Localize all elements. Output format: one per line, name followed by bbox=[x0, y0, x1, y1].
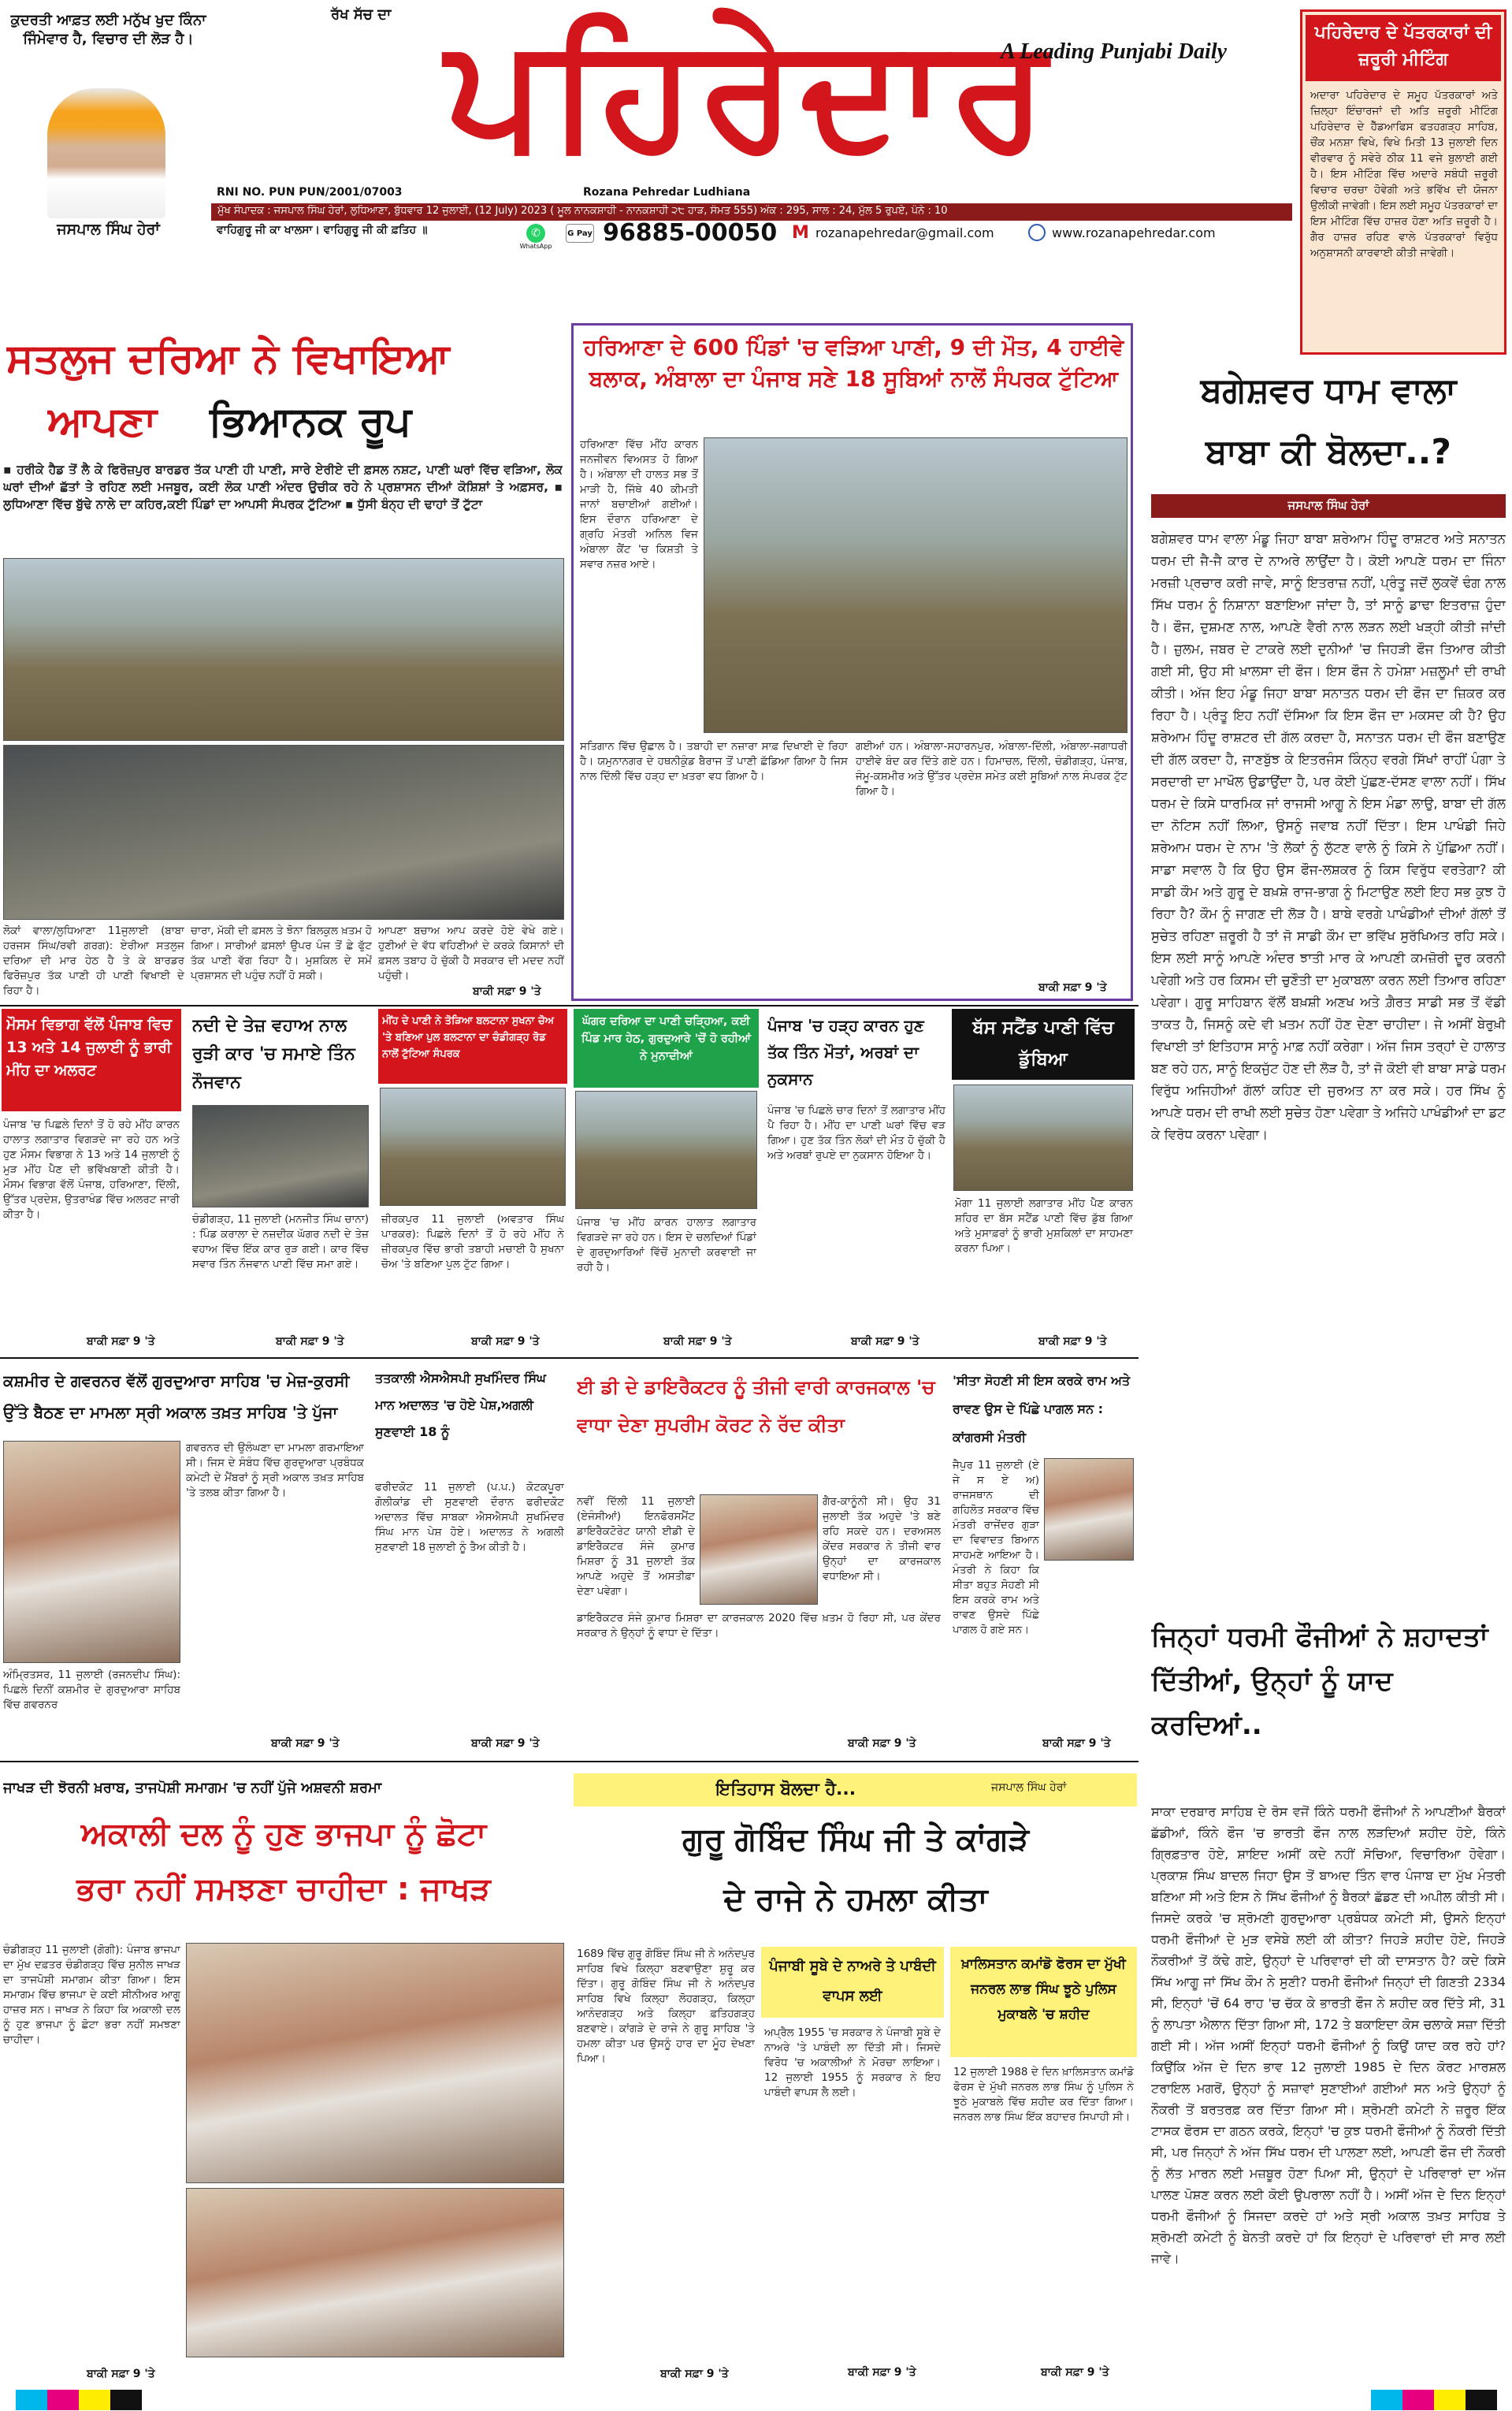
quote-box bbox=[8, 11, 209, 240]
khalistan-more: ਬਾਕੀ ਸਫ਼ਾ 9 'ਤੇ bbox=[1041, 2366, 1109, 2379]
ghaggar-photo bbox=[575, 1091, 757, 1209]
ssp-body: ਫਰੀਦਕੋਟ 11 ਜੁਲਾਈ (ਪ.ਪ.) ਕੋਟਕਪੂਰਾ ਗੋਲੀਕਾਂਡ ਦੀ ਸੁਣਵਾਈ ਦੌਰਾਨ ਫਰੀਦਕੋਟ ਅਦਾਲਤ ਵਿੱਚ ਸਾਬਕਾ ਐਸਐਸਪੀ ਸੁਖਮਿੰਦਰ ਸਿੰਘ ਮਾਨ ਪੇਸ਼ ਹੋਏ। ਅਦਾਲਤ ਨੇ ਅਗਲੀ ਸੁਣਵਾਈ 18 ਜੁਲਾਈ ਨੂੰ ਤੈਅ ਕੀਤੀ ਹੈ। bbox=[375, 1481, 564, 1553]
meenh-headline-box bbox=[378, 1009, 567, 1084]
mausam-headline-box bbox=[2, 1009, 181, 1111]
cmyk-cyan-2 bbox=[1371, 2390, 1402, 2410]
mausam-more: ਬਾਕੀ ਸਫ਼ਾ 9 'ਤੇ bbox=[87, 1335, 155, 1348]
khalistan-headline-box bbox=[950, 1947, 1137, 2057]
akali-headline-2: ਭਰਾ ਨਹੀਂ ਸਮਝਣਾ ਚਾਹੀਦਾ : ਜਾਖੜ bbox=[76, 1871, 491, 1907]
story-ed bbox=[574, 1362, 944, 1756]
kashmir-caption: ਅੰਮ੍ਰਿਤਸਰ, 11 ਜੁਲਾਈ (ਰਜਨਦੀਪ ਸਿੰਘ): ਪਿਛਲੇ ਦਿਨੀਂ ਕਸ਼ਮੀਰ ਦੇ ਗੁਰਦੁਆਰਾ ਸਾਹਿਬ ਵਿੱਚ ਗਵਰਨਰ bbox=[3, 1669, 180, 1711]
nadi-headline: ਨਦੀ ਦੇ ਤੇਜ਼ ਵਹਾਅ ਨਾਲ ਰੁੜੀ ਕਾਰ 'ਚ ਸਮਾਏ ਤਿੰਨ ਨੌਜਵਾਨ bbox=[192, 1016, 355, 1092]
story-shahadat bbox=[1146, 1612, 1507, 2384]
bageshwar-byline: ਜਸਪਾਲ ਸਿੰਘ ਹੇਰਾਂ bbox=[1287, 498, 1369, 512]
rule-row3 bbox=[0, 1357, 1139, 1359]
story-nadi bbox=[189, 1009, 372, 1352]
haryana-headline: ਹਰਿਆਣਾ ਦੇ 600 ਪਿੰਡਾਂ 'ਚ ਵੜਿਆ ਪਾਣੀ, 9 ਦੀ ਮੌਤ, 4 ਹਾਈਵੇ ਬਲਾਕ, ਅੰਬਾਲਾ ਦਾ ਪੰਜਾਬ ਸਣੇ 18 ਸੂਬਿਆਂ ਨਾਲੋਂ ਸੰਪਰਕ ਟੁੱਟਿਆ bbox=[583, 334, 1124, 392]
rule-row4 bbox=[0, 1761, 1139, 1762]
paper-subtitle: A Leading Punjabi Daily bbox=[1001, 39, 1228, 64]
seeta-headline: 'ਸੀਤਾ ਸੋਹਣੀ ਸੀ ਇਸ ਕਰਕੇ ਰਾਮ ਅਤੇ ਰਾਵਣ ਉਸ ਦੇ ਪਿੱਛੇ ਪਾਗਲ ਸਨ : ਕਾਂਗਰਸੀ ਮੰਤਰੀ bbox=[953, 1373, 1131, 1445]
meeting-box bbox=[1300, 9, 1506, 355]
gpay-icon: G Pay bbox=[566, 224, 594, 243]
ed-col3: ਡਾਇਰੈਕਟਰ ਸੰਜੇ ਕੁਮਾਰ ਮਿਸ਼ਰਾ ਦਾ ਕਾਰਜਕਾਲ 2020 ਵਿੱਚ ਖ਼ਤਮ ਹੋ ਰਿਹਾ ਸੀ, ਪਰ ਕੇਂਦਰ ਸਰਕਾਰ ਨੇ ਉਨ੍ਹਾਂ ਨੂੰ ਵਾਧਾ ਦੇ ਦਿੱਤਾ। bbox=[577, 1612, 941, 1639]
bageshwar-headline-2: ਬਾਬਾ ਕੀ ਬੋਲਦਾ..? bbox=[1206, 432, 1451, 472]
ghaggar-body: ਪੰਜਾਬ 'ਚ ਮੀਂਹ ਕਾਰਨ ਹਾਲਾਤ ਲਗਾਤਾਰ ਵਿਗੜਦੇ ਜਾ ਰਹੇ ਹਨ। ਇਸ ਦੇ ਚਲਦਿਆਂ ਪਿੰਡਾਂ ਦੇ ਗੁਰਦੁਆਰਿਆਂ ਵਿੱਚੋਂ ਮੁਨਾਦੀ ਕਰਵਾਈ ਜਾ ਰਹੀ ਹੈ। bbox=[577, 1216, 756, 1274]
whatsapp-icon: ✆ bbox=[526, 224, 545, 243]
punjab-harh-headline: ਪੰਜਾਬ 'ਚ ਹੜ੍ਹ ਕਾਰਨ ਹੁਣ ਤੱਕ ਤਿੰਨ ਮੌਤਾਂ, ਅਰਬਾਂ ਦਾ ਨੁਕਸਾਨ bbox=[767, 1016, 924, 1088]
nadi-more: ਬਾਕੀ ਸਫ਼ਾ 9 'ਤੇ bbox=[276, 1335, 344, 1348]
editor-name: ਜਸਪਾਲ ਸਿੰਘ ਹੇਰਾਂ bbox=[57, 221, 160, 238]
ghaggar-headline-box bbox=[574, 1009, 759, 1088]
cmyk-magenta bbox=[47, 2390, 79, 2410]
punjabi-suba-headline-box bbox=[761, 1947, 944, 2018]
khalistan-headline: ਖ਼ਾਲਿਸਤਾਨ ਕਮਾਂਡੋ ਫੋਰਸ ਦਾ ਮੁੱਖੀ ਜਨਰਲ ਲਾਭ ਸਿੰਘ ਝੂਠੇ ਪੁਲਿਸ ਮੁਕਾਬਲੇ 'ਚ ਸ਼ਹੀਦ bbox=[961, 1956, 1126, 2022]
itihas-headline-1: ਗੁਰੂ ਗੋਬਿੰਦ ਸਿੰਘ ਜੀ ਤੇ ਕਾਂਗੜੇ bbox=[682, 1821, 1030, 1858]
dateline: ਮੁੱਖ ਸੰਪਾਦਕ : ਜਸਪਾਲ ਸਿੰਘ ਹੇਰਾਂ, ਲੁਧਿਆਣਾ, ਬੁੱਧਵਾਰ 12 ਜੁਲਾਈ, (12 July) 2023 ( ਮੂਲ ਨਾਨਕਸ਼ਾਹੀ - ਨਾਨਕਸ਼ਾਹੀ ੨੮ ਹਾੜ, ਸੰਮਤ 555) ਅੰਕ : 295, ਸਾਲ : 24, ਮੁੱਲ 5 ਰੁਪਏ, ਪੰਨੇ : 10 bbox=[217, 205, 948, 217]
haryana-photo bbox=[704, 437, 1127, 733]
story-bus-stand bbox=[952, 1009, 1135, 1352]
haryana-col-b: ਗਈਆਂ ਹਨ। ਅੰਬਾਲਾ-ਸਹਾਰਨਪੁਰ, ਅੰਬਾਲਾ-ਦਿੱਲੀ, ਅੰਬਾਲਾ-ਜਗਾਧਰੀ ਹਾਈਵੇ ਬੰਦ ਕਰ ਦਿੱਤੇ ਗਏ ਹਨ। ਹਿਮਾਚਲ, ਦਿੱਲੀ, ਚੰਡੀਗੜ੍ਹ, ਪੰਜਾਬ, ਜੰਮੂ-ਕਸ਼ਮੀਰ ਅਤੇ ਉੱਤਰ ਪ੍ਰਦੇਸ਼ ਸਮੇਤ ਕਈ ਸੂਬਿਆਂ ਨਾਲ ਸੰਪਰਕ ਟੁੱਟ ਗਿਆ ਹੈ। bbox=[856, 740, 1127, 798]
story-ghaggar bbox=[574, 1009, 759, 1352]
khalistan-body: 12 ਜੁਲਾਈ 1988 ਦੇ ਦਿਨ ਖ਼ਾਲਿਸਤਾਨ ਕਮਾਂਡੋ ਫੋਰਸ ਦੇ ਮੁੱਖੀ ਜਨਰਲ ਲਾਭ ਸਿੰਘ ਨੂੰ ਪੁਲਿਸ ਨੇ ਝੂਠੇ ਮੁਕਾਬਲੇ ਵਿੱਚ ਸ਼ਹੀਦ ਕਰ ਦਿੱਤਾ ਗਿਆ। ਜਨਰਲ ਲਾਭ ਸਿੰਘ ਇੱਕ ਬਹਾਦਰ ਸਿਪਾਹੀ ਸੀ। bbox=[953, 2066, 1134, 2123]
masthead-quote: ਕੁਦਰਤੀ ਆਫ਼ਤ ਲਈ ਮਨੁੱਖ ਖੁਦ ਕਿੰਨਾ ਜਿੰਮੇਵਾਰ ਹੈ, ਵਿਚਾਰ ਦੀ ਲੋੜ ਹੈ। bbox=[10, 12, 206, 47]
bageshwar-body: ਬਗੇਸ਼ਵਰ ਧਾਮ ਵਾਲਾ ਮੰਡੂ ਜਿਹਾ ਬਾਬਾ ਸ਼ਰੇਆਮ ਹਿੰਦੂ ਰਾਸ਼ਟਰ ਅਤੇ ਸਨਾਤਨ ਧਰਮ ਦੀ ਜੈ-ਜੈ ਕਾਰ ਦੇ ਨਾਅਰੇ ਲਾਉਂਦਾ ਹੈ। ਕੋਈ ਆਪਣੇ ਧਰਮ ਦਾ ਜਿੰਨਾ ਮਰਜ਼ੀ ਪ੍ਰਚਾਰ ਕਰੀ ਜਾਵੇ, ਸਾਨੂੰ ਇਤਰਾਜ਼ ਨਹੀਂ, ਪ੍ਰੰਤੂ ਜਦੋਂ ਲੁਕਵੇਂ ਢੰਗ ਨਾਲ ਸਿੱਖ ਧਰਮ ਨੂੰ ਨਿਸ਼ਾਨਾ ਬਣਾਇਆ ਜਾਂਦਾ ਹੈ, ਤਾਂ ਸਾਨੂੰ ਡਾਢਾ ਇਤਰਾਜ਼ ਹੁੰਦਾ ਹੈ। ਫੌਜ, ਦੁਸ਼ਮਣ ਨਾਲ, ਆਪਣੇ ਵੈਰੀ ਨਾਲ ਲੜਨ ਲਈ ਖੜ੍ਹੀ ਕੀਤੀ ਜਾਂਦੀ ਹੈ। ਜ਼ੁਲਮ, ਜਬਰ ਦੇ ਟਾਕਰੇ ਲਈ ਦੁਨੀਆਂ 'ਚ ਜਿਹੜੀ ਫੌਜ ਤਿਆਰ ਕੀਤੀ ਗਈ ਸੀ, ਉਹ ਸੀ ਖ਼ਾਲਸਾ ਦੀ ਫੌਜ। ਇਸ ਫੌਜ ਨੇ ਹਮੇਸ਼ਾ ਮਜ਼ਲੂਮਾਂ ਦੀ ਰਾਖੀ ਕੀਤੀ। ਅੱਜ ਇਹ ਮੰਡੂ ਜਿਹਾ ਬਾਬਾ ਸਨਾਤਨ ਧਰਮ ਦੀ ਫੌਜ ਦਾ ਜ਼ਿਕਰ ਕਰ ਰਿਹਾ ਹੈ। ਪ੍ਰੰਤੂ ਇਹ ਨਹੀਂ ਦੱਸਿਆ ਕਿ ਇਸ ਫੌਜ ਦਾ ਮਕਸਦ ਕੀ ਹੈ? ਉਹ ਸ਼ਰੇਆਮ ਹਿੰਦੂ ਰਾਸ਼ਟਰ ਦੀ ਗੱਲ ਕਰਦਾ ਹੈ, ਸਨਾਤਨ ਧਰਮ ਦੀ ਫੌਜ ਬਣਾਉਣ ਦੀ ਗੱਲ ਕਰਦਾ ਹੈ, ਜਾਣਬੁੱਝ ਕੇ ਇਤਰਜੰਸ ਕਿੰਨ੍ਹ ਵਰਗੇ ਸਿੱਖਾਂ ਰਾਹੀਂ ਪੰਗਾ ਤੇ ਸਰਦਾਰੀ ਦਾ ਮਾਖੌਲ ਉਡਾਉਂਦਾ ਹੈ, ਪਰ ਕੋਈ ਪੁੱਛਣ-ਦੱਸਣ ਵਾਲਾ ਨਹੀਂ। ਸਿੱਖ ਧਰਮ ਦੇ ਕਿਸੇ ਧਾਰਮਿਕ ਜਾਂ ਰਾਜਸੀ ਆਗੂ ਨੇ ਇਸ ਮੰਡਾ ਲਾਉ, ਬਾਬਾ ਦੀ ਗੱਲ ਦਾ ਨੋਟਿਸ ਨਹੀਂ ਲਿਆ, ਉਸਨੂੰ ਜਵਾਬ ਨਹੀਂ ਦਿੱਤਾ। ਇਸ ਪਾਖੰਡੀ ਜਿਹੇ ਸ਼ਰੇਆਮ ਧਰਮ ਦੇ ਨਾਮ 'ਤੇ ਲੋਕਾਂ ਨੂੰ ਲੁੱਟਣ ਵਾਲੇ ਨੂੰ ਕਿਸੇ ਨੇ ਪੁੱਛਿਆ ਨਹੀਂ। ਸਾਡਾ ਸਵਾਲ ਹੈ ਕਿ ਉਹ ਉਸ ਫੌਜ-ਲਸ਼ਕਰ ਨੂੰ ਕਿਸ ਵਿਰੁੱਧ ਵਰਤੇਗਾ? ਕੀ ਸਾਡੀ ਕੌਮ ਅਤੇ ਗੁਰੂ ਦੇ ਬਖ਼ਸ਼ੇ ਰਾਜ-ਭਾਗ ਨੂੰ ਮਿਟਾਉਣ ਲਈ ਇਹ ਸਭ ਕੁਝ ਹੋ ਰਿਹਾ ਹੈ? ਕੌਮ ਨੂੰ ਜਾਗਣ ਦੀ ਲੋੜ ਹੈ। ਬਾਬੇ ਵਰਗੇ ਪਾਖੰਡੀਆਂ ਦੀਆਂ ਗੱਲਾਂ ਤੋਂ ਸੁਚੇਤ ਰਹਿਣਾ ਜ਼ਰੂਰੀ ਹੈ ਤਾਂ ਜੋ ਸਾਡੀ ਕੌਮ ਦਾ ਭਵਿੱਖ ਸੁਰੱਖਿਅਤ ਰਹਿ ਸਕੇ। ਇਸ ਲਈ ਸਾਨੂੰ ਆਪਣੇ ਅੰਦਰ ਝਾਤੀ ਮਾਰ ਕੇ ਆਪਣੀ ਕਮਜ਼ੋਰੀ ਦੂਰ ਕਰਨੀ ਪਵੇਗੀ ਅਤੇ ਹਰ ਕਿਸਮ ਦੀ ਚੁਣੌਤੀ ਦਾ ਮੁਕਾਬਲਾ ਕਰਨ ਲਈ ਤਿਆਰ ਰਹਿਣਾ ਪਵੇਗਾ। ਗੁਰੂ ਸਾਹਿਬਾਨ ਵੱਲੋਂ ਬਖ਼ਸ਼ੀ ਅਣਖ ਅਤੇ ਗ਼ੈਰਤ ਸਾਡੀ ਸਭ ਤੋਂ ਵੱਡੀ ਤਾਕਤ ਹੈ, ਜਿਸਨੂੰ ਕਦੇ ਵੀ ਖ਼ਤਮ ਨਹੀਂ ਹੋਣ ਦੇਣਾ ਚਾਹੀਦਾ। ਜੇ ਅਸੀਂ ਬੇਰੁਖ਼ੀ ਵਿਖਾਈ ਤਾਂ ਇਤਿਹਾਸ ਸਾਨੂੰ ਮਾਫ਼ ਨਹੀਂ ਕਰੇਗਾ। ਅੱਜ ਜਿਸ ਤਰ੍ਹਾਂ ਦੇ ਹਾਲਾਤ ਬਣ ਰਹੇ ਹਨ, ਸਾਨੂੰ ਇਕਜੁੱਟ ਹੋਣ ਦੀ ਲੋੜ ਹੈ, ਤਾਂ ਜੋ ਕੋਈ ਵੀ ਬਾਬਾ ਸਾਡੇ ਧਰਮ ਵਿਰੁੱਧ ਅਜਿਹੀਆਂ ਗੱਲਾਂ ਕਹਿਣ ਦੀ ਜੁਰਅਤ ਨਾ ਕਰ ਸਕੇ। ਹਰ ਸਿੱਖ ਨੂੰ ਆਪਣੇ ਧਰਮ ਦੀ ਰਾਖੀ ਲਈ ਸੁਚੇਤ ਹੋਣਾ ਪਵੇਗਾ ਤੇ ਅਜਿਹੇ ਪਾਖੰਡੀਆਂ ਦਾ ਡਟ ਕੇ ਵਿਰੋਧ ਕਰਨਾ ਪਵੇਗਾ। bbox=[1151, 531, 1506, 1142]
tagline-small: ਰੱਖ ਸੱਚ ਦਾ bbox=[331, 6, 392, 23]
ghaggar-headline: ਘੱਗਰ ਦਰਿਆ ਦਾ ਪਾਣੀ ਚੜ੍ਹਿਆ, ਕਈ ਪਿੰਡ ਮਾਰ ਹੇਠ, ਗੁਰਦੁਆਰੇ 'ਚੋਂ ਹੋ ਰਹੀਆਂ ਨੇ ਮੁਨਾਦੀਆਂ bbox=[581, 1015, 751, 1062]
satluj-photo-2 bbox=[3, 745, 564, 920]
akali-more: ਬਾਕੀ ਸਫ਼ਾ 9 'ਤੇ bbox=[87, 2368, 155, 2380]
dateline-bar bbox=[211, 203, 1292, 221]
meeting-title: ਪਹਿਰੇਦਾਰ ਦੇ ਪੱਤਰਕਾਰਾਂ ਦੀ ਜ਼ਰੂਰੀ ਮੀਟਿੰਗ bbox=[1314, 23, 1492, 69]
itihas-byline: ਜਸਪਾਲ ਸਿੰਘ ਹੇਰਾਂ bbox=[991, 1781, 1067, 1794]
punjabi-suba-more: ਬਾਕੀ ਸਫ਼ਾ 9 'ਤੇ bbox=[848, 2366, 916, 2379]
cmyk-cyan bbox=[16, 2390, 47, 2410]
cmyk-magenta-2 bbox=[1402, 2390, 1434, 2410]
haryana-col-a: ਸਤਿਗਾਨ ਵਿੱਚ ਉਛਾਲ ਹੈ। ਤਬਾਹੀ ਦਾ ਨਜ਼ਾਰਾ ਸਾਫ਼ ਦਿਖਾਈ ਦੇ ਰਿਹਾ ਹੈ। ਯਮੁਨਾਨਗਰ ਦੇ ਹਥਨੀਕੁੰਡ ਬੈਰਾਜ ਤੋਂ ਪਾਣੀ ਛੱਡਿਆ ਗਿਆ ਹੈ ਜਿਸ ਨਾਲ ਦਿੱਲੀ ਵਿੱਚ ਹੜ੍ਹ ਦਾ ਖ਼ਤਰਾ ਵਧ ਗਿਆ ਹੈ। bbox=[580, 740, 848, 783]
story-itihas bbox=[574, 1765, 1137, 2388]
ed-headline: ਈ ਡੀ ਦੇ ਡਾਇਰੈਕਟਰ ਨੂੰ ਤੀਜੀ ਵਾਰੀ ਕਾਰਜਕਾਲ 'ਚ ਵਾਧਾ ਦੇਣਾ ਸੁਪਰੀਮ ਕੋਰਟ ਨੇ ਰੱਦ ਕੀਤਾ bbox=[577, 1376, 935, 1436]
gmail-icon: M bbox=[792, 223, 809, 243]
rni-number: RNI NO. PUN PUN/2001/07003 bbox=[217, 186, 403, 199]
story-punjab-harh bbox=[764, 1009, 947, 1352]
story-satluj bbox=[0, 323, 567, 1001]
kashmir-body: ਗਵਰਨਰ ਦੀ ਉਲੰਘਣਾ ਦਾ ਮਾਮਲਾ ਗਰਮਾਇਆ ਸੀ। ਜਿਸ ਦੇ ਸੰਬੰਧ ਵਿੱਚ ਗੁਰਦੁਆਰਾ ਪ੍ਰਬੰਧਕ ਕਮੇਟੀ ਦੇ ਮੈਂਬਰਾਂ ਨੂੰ ਸ੍ਰੀ ਅਕਾਲ ਤਖ਼ਤ ਸਾਹਿਬ 'ਤੇ ਤਲਬ ਕੀਤਾ ਗਿਆ ਹੈ। bbox=[186, 1442, 364, 1499]
ed-col1: ਨਵੀਂ ਦਿੱਲੀ 11 ਜੁਲਾਈ (ਏਜੰਸੀਆਂ) ਇਨਫੋਰਸਮੈਂਟ ਡਾਇਰੈਕਟੋਰੇਟ ਯਾਨੀ ਈਡੀ ਦੇ ਡਾਇਰੈਕਟਰ ਸੰਜੇ ਕੁਮਾਰ ਮਿਸ਼ਰਾ ਨੂੰ 31 ਜੁਲਾਈ ਤੱਕ ਆਪਣੇ ਅਹੁਦੇ ਤੋਂ ਅਸਤੀਫ਼ਾ ਦੇਣਾ ਪਵੇਗਾ। bbox=[577, 1495, 695, 1598]
satluj-caption: ਲੋਕਾਂ ਵਾਲਾ/ਲੁਧਿਆਣਾ 11ਜੁਲਾਈ (ਬਾਬਾ ਹਰਜਸ ਸਿੰਘ/ਰਵੀ ਗਰਗ): ਏਰੀਆ ਸਤਲੁਜ ਦਰਿਆ ਦੀ ਮਾਰ ਹੇਠ ਹੈ ਤੇ ਕੇ ਬਾਰਡਰ ਫਿਰੋਜ਼ਪੁਰ ਤੱਕ ਪਾਣੀ ਹੀ ਪਾਣੀ ਵਿਖਾਈ ਦੇ ਰਿਹਾ ਹੈ। bbox=[3, 925, 184, 997]
meeting-title-bar bbox=[1306, 15, 1501, 81]
cmyk-yellow-2 bbox=[1434, 2390, 1466, 2410]
kashmir-photo bbox=[3, 1441, 180, 1663]
itihas-body: 1689 ਵਿੱਚ ਗੁਰੂ ਗੋਬਿੰਦ ਸਿੰਘ ਜੀ ਨੇ ਅਨੰਦਪੁਰ ਸਾਹਿਬ ਵਿਖੇ ਕਿਲ੍ਹਾ ਬਣਵਾਉਣਾ ਸ਼ੁਰੂ ਕਰ ਦਿੱਤਾ। ਗੁਰੂ ਗੋਬਿੰਦ ਸਿੰਘ ਜੀ ਨੇ ਅਨੰਦਪੁਰ ਸਾਹਿਬ ਵਿਖੇ ਕਿਲ੍ਹਾ ਲੋਹਗੜ੍ਹ, ਕਿਲ੍ਹਾ ਆਨੰਦਗੜ੍ਹ ਅਤੇ ਕਿਲ੍ਹਾ ਫ਼ਤਿਹਗੜ੍ਹ ਬਣਵਾਏ। ਕਾਂਗੜੇ ਦੇ ਰਾਜੇ ਨੇ ਗੁਰੂ ਸਾਹਿਬ 'ਤੇ ਹਮਲਾ ਕੀਤਾ ਪਰ ਉਸਨੂੰ ਹਾਰ ਦਾ ਮੂੰਹ ਦੇਖਣਾ ਪਿਆ। bbox=[577, 1948, 755, 2065]
punjabi-suba-body: ਅਪ੍ਰੈਲ 1955 'ਚ ਸਰਕਾਰ ਨੇ ਪੰਜਾਬੀ ਸੂਬੇ ਦੇ ਨਾਅਰੇ 'ਤੇ ਪਾਬੰਦੀ ਲਾ ਦਿੱਤੀ ਸੀ। ਜਿਸਦੇ ਵਿਰੋਧ 'ਚ ਅਕਾਲੀਆਂ ਨੇ ਮੋਰਚਾ ਲਾਇਆ। 12 ਜੁਲਾਈ 1955 ਨੂੰ ਸਰਕਾਰ ਨੇ ਇਹ ਪਾਬੰਦੀ ਵਾਪਸ ਲੈ ਲਈ। bbox=[764, 2026, 941, 2099]
haryana-col1: ਹਰਿਆਣਾ ਵਿੱਚ ਮੀਂਹ ਕਾਰਨ ਜਨਜੀਵਨ ਵਿਅਸਤ ਹੋ ਗਿਆ ਹੈ। ਅੰਬਾਲਾ ਦੀ ਹਾਲਤ ਸਭ ਤੋਂ ਮਾੜੀ ਹੈ, ਜਿੱਥੇ 40 ਕੀਮਤੀ ਜਾਨਾਂ ਬਚਾਈਆਂ ਗਈਆਂ। ਇਸ ਦੌਰਾਨ ਹਰਿਆਣਾ ਦੇ ਗ੍ਰਹਿ ਮੰਤਰੀ ਅਨਿਲ ਵਿਜ ਅੰਬਾਲਾ ਕੈਂਟ 'ਚ ਕਿਸ਼ਤੀ ਤੇ ਸਵਾਰ ਨਜ਼ਰ ਆਏ। bbox=[580, 438, 698, 571]
bus-stand-body: ਮੋਗਾ 11 ਜੁਲਾਈ ਲਗਾਤਾਰ ਮੀਂਹ ਪੈਣ ਕਾਰਨ ਸ਼ਹਿਰ ਦਾ ਬੱਸ ਸਟੈਂਡ ਪਾਣੀ ਵਿੱਚ ਡੁੱਬ ਗਿਆ ਅਤੇ ਮੁਸਾਫ਼ਰਾਂ ਨੂੰ ਭਾਰੀ ਮੁਸ਼ਕਿਲਾਂ ਦਾ ਸਾਹਮਣਾ ਕਰਨਾ ਪਿਆ। bbox=[955, 1197, 1133, 1255]
website-link[interactable]: www.rozanapehredar.com bbox=[1052, 225, 1216, 240]
masthead bbox=[0, 0, 1512, 259]
satluj-headline-1: ਸਤਲੁਜ ਦਰਿਆ ਨੇ ਵਿਖਾਇਆ bbox=[6, 335, 450, 382]
cmyk-black bbox=[110, 2390, 142, 2410]
shahadat-headline: ਜਿਨ੍ਹਾਂ ਧਰਮੀ ਫੌਜੀਆਂ ਨੇ ਸ਼ਹਾਦਤਾਂ ਦਿੱਤੀਆਂ, ਉਨ੍ਹਾਂ ਨੂੰ ਯਾਦ ਕਰਦਿਆਂ.. bbox=[1151, 1621, 1488, 1741]
story-meenh bbox=[378, 1009, 567, 1352]
itihas-more: ਬਾਕੀ ਸਫ਼ਾ 9 'ਤੇ bbox=[660, 2368, 729, 2380]
bageshwar-headline-1: ਬਗੇਸ਼ਵਰ ਧਾਮ ਵਾਲਾ bbox=[1200, 370, 1457, 411]
rule-row2 bbox=[0, 1005, 1139, 1006]
cmyk-strip bbox=[0, 2390, 1512, 2411]
story-kashmir bbox=[0, 1362, 366, 1756]
satluj-more: ਬਾਕੀ ਸਫ਼ਾ 9 'ਤੇ bbox=[473, 985, 541, 998]
punjab-harh-body: ਪੰਜਾਬ 'ਚ ਪਿਛਲੇ ਚਾਰ ਦਿਨਾਂ ਤੋਂ ਲਗਾਤਾਰ ਮੀਂਹ ਪੈ ਰਿਹਾ ਹੈ। ਮੀਂਹ ਦਾ ਪਾਣੀ ਘਰਾਂ ਵਿੱਚ ਵੜ ਗਿਆ। ਹੁਣ ਤੱਕ ਤਿੰਨ ਲੋਕਾਂ ਦੀ ਮੌਤ ਹੋ ਚੁੱਕੀ ਹੈ ਅਤੇ ਅਰਬਾਂ ਰੁਪਏ ਦਾ ਨੁਕਸਾਨ ਹੋਇਆ ਹੈ। bbox=[767, 1104, 945, 1162]
kashmir-more: ਬਾਕੀ ਸਫ਼ਾ 9 'ਤੇ bbox=[271, 1737, 340, 1750]
punjab-harh-more: ਬਾਕੀ ਸਫ਼ਾ 9 'ਤੇ bbox=[851, 1335, 919, 1348]
punjabi-suba-headline: ਪੰਜਾਬੀ ਸੂਬੇ ਦੇ ਨਾਅਰੇ ਤੇ ਪਾਬੰਦੀ ਵਾਪਸ ਲਈ bbox=[769, 1958, 936, 2004]
bus-stand-more: ਬਾਕੀ ਸਫ਼ਾ 9 'ਤੇ bbox=[1038, 1335, 1107, 1348]
globe-icon bbox=[1028, 224, 1046, 241]
bus-stand-headline-box bbox=[952, 1009, 1135, 1080]
akali-body: ਚੰਡੀਗੜ੍ਹ 11 ਜੁਲਾਈ (ਗੋਗੀ): ਪੰਜਾਬ ਭਾਜਪਾ ਦਾ ਮੁੱਖ ਦਫ਼ਤਰ ਚੰਡੀਗੜ੍ਹ ਵਿੱਚ ਸੁਨੀਲ ਜਾਖੜ ਦਾ ਤਾਜਪੋਸ਼ੀ ਸਮਾਗਮ ਕੀਤਾ ਗਿਆ। ਇਸ ਸਮਾਗਮ ਵਿੱਚ ਭਾਜਪਾ ਦੇ ਕਈ ਸੀਨੀਅਰ ਆਗੂ ਹਾਜ਼ਰ ਸਨ। ਜਾਖੜ ਨੇ ਕਿਹਾ ਕਿ ਅਕਾਲੀ ਦਲ ਨੂੰ ਹੁਣ ਭਾਜਪਾ ਨੂੰ ਛੋਟਾ ਭਰਾ ਨਹੀਂ ਸਮਝਣਾ ਚਾਹੀਦਾ। bbox=[3, 1944, 180, 2046]
whatsapp-label: WhatsApp bbox=[519, 243, 552, 250]
meeting-body: ਅਦਾਰਾ ਪਹਿਰੇਦਾਰ ਦੇ ਸਮੂਹ ਪੱਤਰਕਾਰਾਂ ਅਤੇ ਜ਼ਿਲ੍ਹਾ ਇੰਚਾਰਜਾਂ ਦੀ ਅਤਿ ਜ਼ਰੂਰੀ ਮੀਟਿੰਗ ਪਹਿਰੇਦਾਰ ਦੇ ਹੈੱਡਆਫਿਸ ਫਤਹਗੜ੍ਹ ਸਾਹਿਬ, ਚੌਂਕ ਮਨਸ਼ਾ ਵਿਖੇ, ਵਿਖੇ ਮਿਤੀ 13 ਜੁਲਾਈ ਦਿਨ ਵੀਰਵਾਰ ਨੂੰ ਸਵੇਰੇ ਠੀਕ 11 ਵਜੇ ਬੁਲਾਈ ਗਈ ਹੈ। ਇਸ ਮੀਟਿੰਗ ਵਿੱਚ ਅਦਾਰੇ ਸਬੰਧੀ ਜ਼ਰੂਰੀ ਵਿਚਾਰ ਚਰਚਾ ਹੋਵੇਗੀ ਅਤੇ ਭਵਿੱਖ ਦੀ ਯੋਜਨਾ ਉਲੀਕੀ ਜਾਵੇਗੀ। ਇਸ ਲਈ ਸਮੂਹ ਪੱਤਰਕਾਰਾਂ ਦਾ ਇਸ ਮੀਟਿੰਗ ਵਿੱਚ ਹਾਜ਼ਰ ਹੋਣਾ ਅਤਿ ਜ਼ਰੂਰੀ ਹੈ। ਗੈਰ ਹਾਜ਼ਰ ਰਹਿਣ ਵਾਲੇ ਪੱਤਰਕਾਰਾਂ ਵਿਰੁੱਧ ਅਨੁਸ਼ਾਸਨੀ ਕਾਰਵਾਈ ਕੀਤੀ ਜਾਵੇਗੀ। bbox=[1310, 89, 1498, 259]
satluj-bullets: ▪ ਹਰੀਕੇ ਹੈਡ ਤੋਂ ਲੈ ਕੇ ਫਿਰੋਜ਼ਪੁਰ ਬਾਰਡਰ ਤੱਕ ਪਾਣੀ ਹੀ ਪਾਣੀ, ਸਾਰੇ ਏਰੀਏ ਦੀ ਫ਼ਸਲ ਨਸ਼ਟ, ਪਾਣੀ ਘਰਾਂ ਵਿੱਚ ਵੜਿਆ, ਲੋਕ ਘਰਾਂ ਦੀਆਂ ਛੱਤਾਂ ਤੇ ਰਹਿਣ ਲਈ ਮਜਬੂਰ, ਕਈ ਲੋਕ ਪਾਣੀ ਅੰਦਰ ਉਚੀਕ ਰਹੇ ਨੇ ਪ੍ਰਸ਼ਾਸਨ ਦੀਆਂ ਕੋਸ਼ਿਸ਼ਾਂ ਤੇ ਅਫ਼ਸਰ, ▪ ਲੁਧਿਆਣਾ ਵਿੱਚ ਬੁੱਢੇ ਨਾਲੇ ਦਾ ਕਹਿਰ,ਕਈ ਪਿੰਡਾਂ ਦਾ ਆਪਸੀ ਸੰਪਰਕ ਟੁੱਟਿਆ ▪ ਧੁੱਸੀ ਬੰਨ੍ਹ ਦੀ ਢਾਹਾਂ ਤੋਂ ਟੁੱਟਾ bbox=[3, 463, 563, 512]
ed-col2: ਗੈਰ-ਕਾਨੂੰਨੀ ਸੀ। ਉਹ 31 ਜੁਲਾਈ ਤੱਕ ਅਹੁਦੇ 'ਤੇ ਬਣੇ ਰਹਿ ਸਕਦੇ ਹਨ। ਦਰਅਸਲ ਕੇਂਦਰ ਸਰਕਾਰ ਨੇ ਤੀਜੀ ਵਾਰ ਉਨ੍ਹਾਂ ਦਾ ਕਾਰਜਕਾਲ ਵਧਾਇਆ ਸੀ। bbox=[823, 1495, 941, 1583]
phone-number[interactable]: 96885-00050 bbox=[603, 219, 778, 247]
story-seeta bbox=[949, 1362, 1137, 1756]
paper-title: ਪਹਿਰੇਦਾਰ bbox=[445, 2, 1052, 183]
ed-more: ਬਾਕੀ ਸਫ਼ਾ 9 'ਤੇ bbox=[848, 1737, 916, 1750]
editor-photo bbox=[47, 88, 165, 218]
satluj-col2: ਚਾਰਾ, ਮੱਕੀ ਦੀ ਫ਼ਸਲ ਤੇ ਝੋਨਾ ਬਿਲਕੁਲ ਖ਼ਤਮ ਹੋ ਗਿਆ। ਸਾਰੀਆਂ ਫ਼ਸਲਾਂ ਉਪਰ ਪੰਜ ਤੋਂ ਛੇ ਫੁੱਟ ਤੱਕ ਪਾਣੀ ਵੱਗ ਰਿਹਾ ਹੈ। ਮੁਸ਼ਕਿਲ ਦੇ ਸਮੇਂ ਪ੍ਰਸ਼ਾਸਨ ਦੀ ਪਹੁੰਚ ਨਹੀਂ ਹੋ ਸਕੀ। bbox=[191, 925, 372, 982]
story-punjabi-suba bbox=[761, 1947, 944, 2384]
mausam-body: ਪੰਜਾਬ 'ਚ ਪਿਛਲੇ ਦਿਨਾਂ ਤੋਂ ਹੋ ਰਹੇ ਮੀਂਹ ਕਾਰਨ ਹਾਲਾਤ ਲਗਾਤਾਰ ਵਿਗੜਦੇ ਜਾ ਰਹੇ ਹਨ ਅਤੇ ਹੁਣ ਮੌਸਮ ਵਿਭਾਗ ਨੇ 13 ਅਤੇ 14 ਜੁਲਾਈ ਨੂੰ ਮੁੜ ਮੀਂਹ ਪੈਣ ਦੀ ਭਵਿੱਖਬਾਣੀ ਕੀਤੀ ਹੈ। ਮੌਸਮ ਵਿਭਾਗ ਵੱਲੋਂ ਪੰਜਾਬ, ਹਰਿਆਣਾ, ਦਿੱਲੀ, ਉੱਤਰ ਪ੍ਰਦੇਸ਼, ਉਤਰਾਖੰਡ ਵਿੱਚ ਅਲਰਟ ਜਾਰੀ ਕੀਤਾ ਹੈ। bbox=[3, 1118, 180, 1221]
akali-photo-2 bbox=[186, 2188, 564, 2357]
meenh-headline: ਮੀਂਹ ਦੇ ਪਾਣੀ ਨੇ ਤੋੜਿਆ ਬਲਟਾਨਾ ਸੁਖਨਾ ਚੋਅ 'ਤੇ ਬਣਿਆ ਪੁਲ ਬਲਟਾਨਾ ਦਾ ਚੰਡੀਗੜ੍ਹ ਰੋਡ ਨਾਲੋਂ ਟੁੱਟਿਆ ਸੰਪਰਕ bbox=[382, 1015, 554, 1060]
cmyk-yellow bbox=[79, 2390, 110, 2410]
story-mausam bbox=[0, 1009, 183, 1352]
cmyk-black-2 bbox=[1466, 2390, 1497, 2410]
bus-stand-photo bbox=[953, 1085, 1133, 1191]
satluj-col3: ਆਪਣਾ ਬਚਾਅ ਆਪ ਕਰਦੇ ਹੋਏ ਵੇਖੇ ਗਏ। ਹੁਣੀਆਂ ਦੇ ਵੱਧ ਵਹਿਣੀਆਂ ਦੇ ਕਰਕੇ ਕਿਸਾਨਾਂ ਦੀ ਫ਼ਸਲ ਤਬਾਹ ਹੋ ਚੁੱਕੀ ਹੈ ਸਰਕਾਰ ਦੀ ਮਦਦ ਨਹੀਂ ਪਹੁੰਚੀ। bbox=[378, 925, 564, 982]
itihas-kicker-bar bbox=[574, 1773, 1137, 1806]
seeta-photo bbox=[1044, 1458, 1134, 1561]
bus-stand-headline: ਬੱਸ ਸਟੈਂਡ ਪਾਣੀ ਵਿੱਚ ਡੁੱਬਿਆ bbox=[972, 1018, 1114, 1070]
akali-photo-1 bbox=[186, 1943, 564, 2183]
ghaggar-more: ਬਾਕੀ ਸਫ਼ਾ 9 'ਤੇ bbox=[663, 1335, 732, 1348]
story-bageshwar bbox=[1146, 359, 1507, 1608]
haryana-more: ਬਾਕੀ ਸਫ਼ਾ 9 'ਤੇ bbox=[1038, 981, 1107, 994]
fateh-line: ਵਾਹਿਗੁਰੂ ਜੀ ਕਾ ਖਾਲਸਾ। ਵਾਹਿਗੁਰੂ ਜੀ ਕੀ ਫ਼ਤਿਹ ॥ bbox=[217, 224, 428, 236]
kashmir-headline: ਕਸ਼ਮੀਰ ਦੇ ਗਵਰਨਰ ਵੱਲੋਂ ਗੁਰਦੁਆਰਾ ਸਾਹਿਬ 'ਚ ਮੇਜ਼-ਕੁਰਸੀ ਉੱਤੇ ਬੈਠਣ ਦਾ ਮਾਮਲਾ ਸ੍ਰੀ ਅਕਾਲ ਤਖ਼ਤ ਸਾਹਿਬ 'ਤੇ ਪੁੱਜਾ bbox=[3, 1371, 350, 1422]
meenh-more: ਬਾਕੀ ਸਫ਼ਾ 9 'ਤੇ bbox=[471, 1335, 540, 1348]
story-akali bbox=[0, 1765, 567, 2388]
ssp-more: ਬਾਕੀ ਸਫ਼ਾ 9 'ਤੇ bbox=[471, 1737, 540, 1750]
nadi-body: ਚੰਡੀਗੜ੍ਹ, 11 ਜੁਲਾਈ (ਮਨਜੀਤ ਸਿੰਘ ਚਾਨਾ) : ਪਿੰਡ ਕਰਾਲਾ ਦੇ ਨਜ਼ਦੀਕ ਘੱਗਰ ਨਦੀ ਦੇ ਤੇਜ਼ ਵਹਾਅ ਵਿੱਚ ਇੱਕ ਕਾਰ ਰੁੜ ਗਈ। ਕਾਰ ਵਿੱਚ ਸਵਾਰ ਤਿੰਨ ਨੌਜਵਾਨ ਪਾਣੀ ਵਿੱਚ ਸਮਾ ਗਏ। bbox=[192, 1213, 369, 1271]
story-haryana bbox=[571, 323, 1133, 1001]
itihas-kicker: ਇਤਿਹਾਸ ਬੋਲਦਾ ਹੈ... bbox=[715, 1780, 856, 1799]
shahadat-body: ਸਾਕਾ ਦਰਬਾਰ ਸਾਹਿਬ ਦੇ ਰੋਸ ਵਜੋਂ ਕਿੰਨੇ ਧਰਮੀ ਫੌਜੀਆਂ ਨੇ ਆਪਣੀਆਂ ਬੈਰਕਾਂ ਛੱਡੀਆਂ, ਕਿੰਨੇ ਫੌਜ 'ਚ ਭਾਰਤੀ ਫੌਜ ਨਾਲ ਲੜਦਿਆਂ ਸ਼ਹੀਦ ਹੋਏ, ਕਿੰਨੇ ਗ੍ਰਿਫ਼ਤਾਰ ਹੋਏ, ਸ਼ਾਇਦ ਅਸੀਂ ਕਦੇ ਨਹੀਂ ਸੋਚਿਆ, ਵਿਚਾਰਿਆ ਹੋਵੇਗਾ। ਪ੍ਰਕਾਸ਼ ਸਿੰਘ ਬਾਦਲ ਜਿਹਾ ਉਸ ਤੋਂ ਬਾਅਦ ਤਿੰਨ ਵਾਰ ਪੰਜਾਬ ਦਾ ਮੁੱਖ ਮੰਤਰੀ ਬਣਿਆ ਸੀ ਅਤੇ ਇਸ ਨੇ ਸਿੱਖ ਫੌਜੀਆਂ ਨੂੰ ਬੈਰਕਾਂ ਛੱਡਣ ਦੀ ਅਪੀਲ ਕੀਤੀ ਸੀ। ਜਿਸਦੇ ਕਰਕੇ 'ਚ ਸ਼੍ਰੋਮਣੀ ਗੁਰਦੁਆਰਾ ਪ੍ਰਬੰਧਕ ਕਮੇਟੀ ਸੀ, ਉਸਨੇ ਇਨ੍ਹਾਂ ਧਰਮੀ ਫੌਜੀਆਂ ਦੇ ਮੁੜ ਵਸੇਬੇ ਲਈ ਕੀ ਕੀਤਾ? ਜਿਹੜੇ ਸ਼ਹੀਦ ਹੋਏ, ਜਿਹੜੇ ਨੌਕਰੀਆਂ ਤੋਂ ਕੱਢੇ ਗਏ, ਉਨ੍ਹਾਂ ਦੇ ਪਰਿਵਾਰਾਂ ਦੀ ਕੀ ਦਾਸਤਾਨ ਹੈ? ਕਦੇ ਕਿਸੇ ਸਿੱਖ ਆਗੂ ਜਾਂ ਸਿੱਖ ਕੌਮ ਨੇ ਸੁਣੀ? ਧਰਮੀ ਫੌਜੀਆਂ ਜਿਨ੍ਹਾਂ ਦੀ ਗਿਣਤੀ 2334 ਸੀ, ਇਨ੍ਹਾਂ 'ਚੋਂ 64 ਰਾਹ 'ਚ ਚੱਕ ਕੇ ਭਾਰਤੀ ਫੌਜ ਨੇ ਸ਼ਹੀਦ ਕਰ ਦਿੱਤੇ ਸੀ, 31 ਨੂੰ ਲਾਪਤਾ ਐਲਾਨ ਦਿੱਤਾ ਗਿਆ ਸੀ, 172 ਤੇ ਬਕਾਇਦਾ ਕੋਸ ਚਲਾਕੇ ਸਜ਼ਾ ਦਿੱਤੀ ਗਈ ਸੀ। ਅੱਜ ਅਸੀਂ ਇਨ੍ਹਾਂ ਧਰਮੀ ਫੌਜੀਆਂ ਨੂੰ ਕਿਉਂ ਯਾਦ ਕਰ ਰਹੇ ਹਾਂ? ਕਿਉਂਕਿ ਅੱਜ ਦੇ ਦਿਨ ਭਾਵ 12 ਜੁਲਾਈ 1985 ਦੇ ਦਿਨ ਕੋਰਟ ਮਾਰਸ਼ਲ ਟਰਾਇਲ ਮਗਰੋਂ, ਉਨ੍ਹਾਂ ਨੂੰ ਸਜ਼ਾਵਾਂ ਸੁਣਾਈਆਂ ਗਈਆਂ ਸਨ ਅਤੇ ਉਨ੍ਹਾਂ ਨੂੰ ਨੌਕਰੀ ਤੋਂ ਬਰਤਰਫ਼ ਕਰ ਦਿੱਤਾ ਗਿਆ ਸੀ। ਸ਼੍ਰੋਮਣੀ ਕਮੇਟੀ ਨੇ ਜ਼ਰੂਰ ਇੱਕ ਟਾਸਕ ਫੋਰਸ ਦਾ ਗਠਨ ਕਰਕੇ, ਇਨ੍ਹਾਂ 'ਚ ਕੁਝ ਧਰਮੀ ਫੌਜੀਆਂ ਨੂੰ ਨੌਕਰੀ ਦਿੱਤੀ ਸੀ, ਪਰ ਜਿਨ੍ਹਾਂ ਨੇ ਅੱਜ ਸਿੱਖ ਧਰਮ ਦੀ ਪਾਲਣਾ ਲਈ, ਆਪਣੀ ਫੌਜ ਦੀ ਨੌਕਰੀ ਨੂੰ ਲੱਤ ਮਾਰਨ ਲਈ ਮਜ਼ਬੂਰ ਹੋਣਾ ਪਿਆ ਸੀ, ਉਨ੍ਹਾਂ ਦੇ ਪਰਿਵਾਰਾਂ ਦਾ ਅੱਜ ਪਾਲਣ ਪੋਸ਼ਣ ਕਰਨ ਲਈ ਕੋਈ ਉਪਰਾਲਾ ਨਹੀਂ ਹੈ। ਅਸੀਂ ਅੱਜ ਦੇ ਦਿਨ ਇਨ੍ਹਾਂ ਧਰਮੀ ਫੌਜੀਆਂ ਨੂੰ ਸਿਜਦਾ ਕਰਦੇ ਹਾਂ ਅਤੇ ਸ੍ਰੀ ਅਕਾਲ ਤਖ਼ਤ ਸਾਹਿਬ ਤੇ ਸ਼੍ਰੋਮਣੀ ਕਮੇਟੀ ਨੂੰ ਬੇਨਤੀ ਕਰਦੇ ਹਾਂ ਕਿ ਇਨ੍ਹਾਂ ਦੇ ਪਰਿਵਾਰਾਂ ਦੀ ਸਾਰ ਲਈ ਜਾਵੇ। bbox=[1151, 1804, 1506, 2266]
satluj-headline-2a: ਆਪਣਾ bbox=[47, 398, 157, 445]
satluj-headline-2b: ਭਿਆਨਕ ਰੂਪ bbox=[209, 398, 412, 445]
meenh-body: ਜ਼ੀਰਕਪੁਰ 11 ਜੁਲਾਈ (ਅਵਤਾਰ ਸਿੰਘ ਪਾਰਕਰ): ਪਿਛਲੇ ਦਿਨਾਂ ਤੋਂ ਹੋ ਰਹੇ ਮੀਂਹ ਨੇ ਜ਼ੀਰਕਪੁਰ ਵਿੱਚ ਭਾਰੀ ਤਬਾਹੀ ਮਚਾਈ ਹੈ ਸੁਖਨਾ ਚੋਅ 'ਤੇ ਬਣਿਆ ਪੁਲ ਟੁੱਟ ਗਿਆ। bbox=[381, 1213, 564, 1271]
satluj-photo-1 bbox=[3, 558, 564, 741]
meenh-photo bbox=[380, 1088, 566, 1206]
itihas-headline-2: ਦੇ ਰਾਜੇ ਨੇ ਹਮਲਾ ਕੀਤਾ bbox=[723, 1881, 988, 1918]
seeta-body: ਜੈਪੁਰ 11 ਜੁਲਾਈ (ਏ ਜੇ ਸ ਏ ਅ) ਰਾਜਸਥਾਨ ਦੀ ਗਹਿਲੋਤ ਸਰਕਾਰ ਵਿੱਚ ਮੰਤਰੀ ਰਾਜੇਂਦਰ ਗੁੜਾ ਦਾ ਵਿਵਾਦਤ ਬਿਆਨ ਸਾਹਮਣੇ ਆਇਆ ਹੈ। ਮੰਤਰੀ ਨੇ ਕਿਹਾ ਕਿ ਸੀਤਾ ਬਹੁਤ ਸੋਹਣੀ ਸੀ ਇਸ ਕਰਕੇ ਰਾਮ ਅਤੇ ਰਾਵਣ ਉਸਦੇ ਪਿੱਛੇ ਪਾਗਲ ਹੋ ਗਏ ਸਨ। bbox=[953, 1459, 1039, 1636]
bageshwar-byline-bar bbox=[1151, 494, 1506, 518]
mausam-headline: ਮੌਸਮ ਵਿਭਾਗ ਵੱਲੋਂ ਪੰਜਾਬ ਵਿਚ 13 ਅਤੇ 14 ਜੁਲਾਈ ਨੂੰ ਭਾਰੀ ਮੀਂਹ ਦਾ ਅਲਰਟ bbox=[6, 1016, 172, 1079]
akali-headline-1: ਅਕਾਲੀ ਦਲ ਨੂੰ ਹੁਣ ਭਾਜਪਾ ਨੂੰ ਛੋਟਾ bbox=[80, 1816, 487, 1852]
email-address[interactable]: rozanapehredar@gmail.com bbox=[815, 225, 994, 240]
story-khalistan bbox=[950, 1947, 1137, 2384]
rozana-label: Rozana Pehredar Ludhiana bbox=[583, 186, 751, 199]
nadi-photo bbox=[192, 1105, 369, 1207]
seeta-more: ਬਾਕੀ ਸਫ਼ਾ 9 'ਤੇ bbox=[1042, 1737, 1111, 1750]
ed-photo bbox=[700, 1494, 818, 1605]
akali-kicker: ਜਾਖੜ ਦੀ ਝੋਰਨੀ ਖ਼ਰਾਬ, ਤਾਜਪੋਸ਼ੀ ਸਮਾਗਮ 'ਚ ਨਹੀਂ ਪੁੱਜੇ ਅਸ਼ਵਨੀ ਸ਼ਰਮਾ bbox=[3, 1780, 382, 1796]
ssp-headline: ਤਤਕਾਲੀ ਐਸਐਸਪੀ ਸੁਖਮਿੰਦਰ ਸਿੰਘ ਮਾਨ ਅਦਾਲਤ 'ਚ ਹੋਏ ਪੇਸ਼,ਅਗਲੀ ਸੁਣਵਾਈ 18 ਨੂੰ bbox=[375, 1371, 546, 1439]
story-ssp bbox=[372, 1362, 567, 1756]
